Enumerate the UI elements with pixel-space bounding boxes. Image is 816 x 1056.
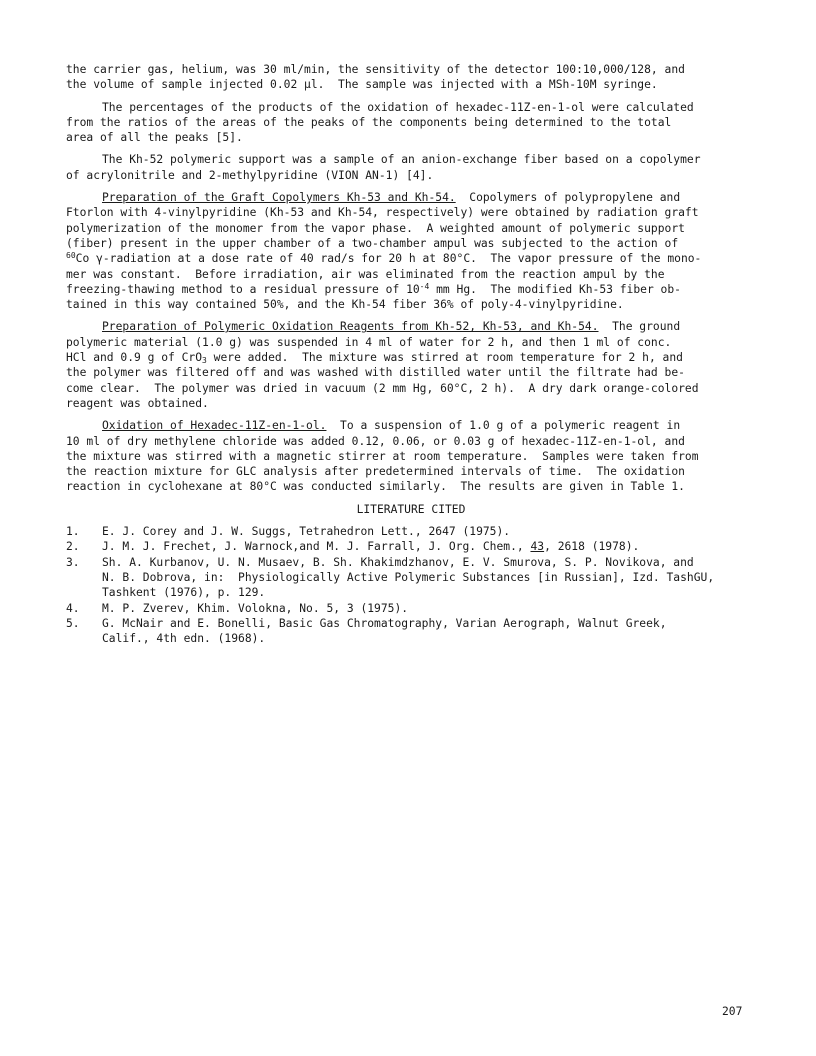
paragraph-oxidation-hexadecenol (66, 418, 756, 494)
reference-text: Tashkent (1976), p. 129. (102, 586, 266, 600)
text-line: reaction in cyclohexane at 80°C was conducted similarly. The results are given in Table 1. (66, 480, 685, 494)
reference-number: 3. (66, 555, 80, 569)
text-line: the polymer was filtered off and was washed with distilled water until the filtrate had be- (66, 366, 685, 380)
journal-volume: 43 (530, 540, 545, 554)
section-heading: Preparation of the Graft Copolymers Kh-53 and Kh-54. (102, 191, 456, 205)
reference-item (66, 539, 756, 554)
reference-item (66, 616, 756, 647)
reference-item (66, 555, 756, 601)
reference-list (66, 524, 756, 646)
paragraph-percentages (66, 100, 756, 146)
text-line: (fiber) present in the upper chamber of a two-chamber ampul was subjected to the action of (66, 236, 679, 250)
text-line: polymerization of the monomer from the vapor phase. A weighted amount of polymeric support (66, 221, 685, 235)
paragraph-gc-conditions (66, 62, 756, 93)
paragraph-oxidation-reagents (66, 319, 756, 411)
reference-number: 1. (66, 525, 80, 539)
text-line: Ftorlon with 4-vinylpyridine (Kh-53 and Kh-54, respectively) were obtained by radiation graft (66, 206, 699, 220)
reference-text: , 2618 (1978). (544, 540, 640, 554)
text-span: The ground (598, 320, 681, 334)
page-number: 207 (722, 1005, 743, 1018)
paper-page (66, 62, 756, 646)
reference-text: G. McNair and E. Bonelli, Basic Gas Chromatography, Varian Aerograph, Walnut Greek, (102, 616, 667, 630)
text-line: area of all the peaks [5]. (66, 131, 243, 145)
reference-number: 5. (66, 616, 80, 630)
text-line: the reaction mixture for GLC analysis after predetermined intervals of time. The oxidation (66, 465, 685, 479)
reference-text: Calif., 4th edn. (1968). (102, 632, 266, 646)
text-line: The percentages of the products of the oxidation of hexadec-11Z-en-1-ol were calculated (102, 100, 694, 114)
subscript: 3 (202, 356, 207, 366)
text-span: Copolymers of polypropylene and (455, 191, 681, 205)
text-line: from the ratios of the areas of the peaks of the components being determined to the total (66, 115, 672, 129)
reference-text: J. M. J. Frechet, J. Warnock,and M. J. Farrall, J. Org. Chem., (102, 540, 531, 554)
text-line: The Kh-52 polymeric support was a sample of an anion-exchange fiber based on a copolymer (102, 153, 701, 167)
reference-text: N. B. Dobrova, in: Physiologically Active Polymeric Substances [in Russian], Izd. TashGU, (102, 570, 715, 584)
text-line: the carrier gas, helium, was 30 ml/min, the sensitivity of the detector 100:10,000/128, and (66, 63, 685, 76)
paragraph-graft-copolymers (66, 190, 756, 312)
reference-text: Sh. A. Kurbanov, U. N. Musaev, B. Sh. Khakimdzhanov, E. V. Smurova, S. P. Novikova, and (102, 555, 694, 569)
text-span: To a suspension of 1.0 g of a polymeric reagent in (326, 419, 681, 433)
reference-item (66, 601, 756, 616)
reference-number: 4. (66, 601, 80, 615)
text-span: HCl and 0.9 g of CrO (66, 351, 203, 365)
reference-item (66, 524, 756, 539)
reference-number: 2. (66, 540, 80, 554)
reference-text: E. J. Corey and J. W. Suggs, Tetrahedron Lett., 2647 (1975). (102, 525, 511, 539)
text-line: mer was constant. Before irradiation, air was eliminated from the reaction ampul by the (66, 267, 665, 281)
text-line: the mixture was stirred with a magnetic stirrer at room temperature. Samples were taken from (66, 449, 699, 463)
text-line: 10 ml of dry methylene chloride was added 0.12, 0.06, or 0.03 g of hexadec-11Z-en-1-ol, and (66, 434, 685, 448)
section-heading: Oxidation of Hexadec-11Z-en-1-ol. (102, 419, 327, 433)
text-span: Co γ-radiation at a dose rate of 40 rad/s for 20 h at 80°C. The vapor pressure of the mono- (75, 252, 702, 266)
text-span: mm Hg. The modified Kh-53 fiber ob- (429, 282, 681, 296)
text-span: were added. The mixture was stirred at room temperature for 2 h, and (206, 351, 683, 365)
superscript: -4 (419, 281, 430, 291)
text-line: come clear. The polymer was dried in vacuum (2 mm Hg, 60°C, 2 h). A dry dark orange-colored (66, 381, 699, 395)
text-line: of acrylonitrile and 2-methylpyridine (VION AN-1) [4]. (66, 168, 434, 182)
section-heading: Preparation of Polymeric Oxidation Reagents from Kh-52, Kh-53, and Kh-54. (102, 320, 599, 334)
superscript: 60 (66, 251, 76, 261)
text-line: reagent was obtained. (66, 396, 209, 410)
reference-text: M. P. Zverev, Khim. Volokna, No. 5, 3 (1975). (102, 601, 409, 615)
text-line: tained in this way contained 50%, and the Kh-54 fiber 36% of poly-4-vinylpyridine. (66, 298, 624, 312)
text-line: polymeric material (1.0 g) was suspended in 4 ml of water for 2 h, and then 1 ml of conc. (66, 335, 672, 349)
text-line: the volume of sample injected 0.02 µl. The sample was injected with a MSh-10M syringe. (66, 78, 658, 92)
paragraph-kh52-support (66, 152, 756, 183)
text-span: freezing-thawing method to a residual pressure of 10 (66, 282, 420, 296)
literature-cited-title: LITERATURE CITED (356, 502, 466, 516)
